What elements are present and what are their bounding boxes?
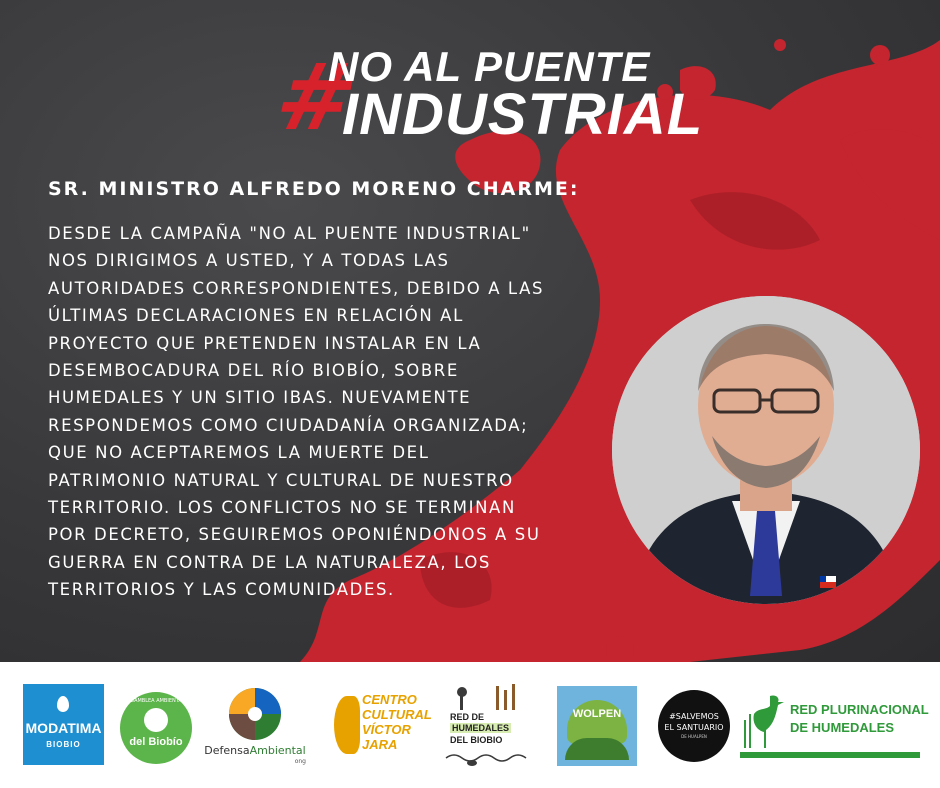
- fish-waves-icon: [442, 748, 534, 768]
- centro-cultural-logo: [332, 692, 432, 760]
- body-line: ÚLTIMAS DECLARACIONES EN RELACIÓN AL: [48, 306, 464, 326]
- red-humedales-biobio-logo: [442, 684, 534, 768]
- defensa-sub: ong: [294, 758, 306, 765]
- defensa-name-1: Defensa: [204, 744, 250, 757]
- santuario-line-2: EL SANTUARIO: [664, 723, 724, 732]
- centro-line-4: JARA: [362, 737, 398, 752]
- title-line-2: INDUSTRIAL: [342, 82, 704, 147]
- body-line: GUERRA EN CONTRA DE LA NATURALEZA, LOS: [48, 552, 491, 572]
- santuario-line-1: #SALVEMOS: [669, 712, 719, 721]
- water-drop-icon: [57, 696, 69, 712]
- asamblea-name: del Biobío: [129, 736, 183, 748]
- modatima-name: MODATIMA: [25, 720, 102, 736]
- title-line-1: NO AL PUENTE: [328, 43, 651, 90]
- body-line: PROYECTO QUE PRETENDEN INSTALAR EN LA: [48, 333, 482, 353]
- red-humedales-line-1: RED DE: [450, 712, 485, 722]
- plurinacional-line-2: DE HUMEDALES: [790, 720, 895, 735]
- centro-line-3: VÍCTOR: [362, 722, 411, 737]
- letter-body: [48, 220, 608, 604]
- bird-reeds-icon: [442, 684, 534, 710]
- heron-icon: [740, 690, 788, 752]
- body-line: NOS DIRIGIMOS A USTED, Y A TODAS LAS: [48, 251, 450, 271]
- body-line: TERRITORIO. LOS CONFLICTOS NO SE TERMINAN: [48, 498, 516, 518]
- defensa-name: [200, 744, 310, 757]
- hill-icon: [565, 738, 629, 760]
- body-line: HUMEDALES Y UN SITIO IBAS. NUEVAMENTE: [48, 388, 472, 408]
- letter-heading: SR. MINISTRO ALFREDO MORENO CHARME:: [48, 178, 580, 200]
- centro-line-2: CULTURAL: [362, 707, 432, 722]
- wolpen-name: WOLPEN: [572, 708, 622, 720]
- body-line: TERRITORIOS Y LAS COMUNIDADES.: [48, 580, 395, 600]
- campaign-title: [266, 42, 704, 152]
- modatima-sub: BIOBIO: [46, 740, 81, 749]
- asamblea-logo: [120, 692, 192, 764]
- plurinacional-underline: [740, 752, 920, 758]
- body-line: POR DECRETO, SEGUIREMOS OPONIÉNDONOS A SU: [48, 525, 541, 545]
- logo-strip: [0, 662, 940, 788]
- wolpen-logo: [557, 686, 637, 766]
- defensa-name-2: Ambiental: [249, 744, 306, 757]
- minister-portrait: [612, 296, 920, 604]
- red-humedales-line-3: DEL BIOBIO: [450, 735, 503, 745]
- plurinacional-line-1: RED PLURINACIONAL: [790, 702, 929, 717]
- body-line: PATRIMONIO NATURAL Y CULTURAL DE NUESTRO: [48, 470, 514, 490]
- asamblea-top-text: ASAMBLEA AMBIENTAL: [127, 698, 185, 704]
- portrait-illustration: [612, 296, 920, 604]
- profile-silhouette-icon: [334, 696, 360, 754]
- defensa-ambiental-logo: [200, 684, 310, 766]
- defensa-emblem-icon: [227, 686, 283, 742]
- santuario-line-3: DE HUALPEN: [681, 734, 707, 739]
- centro-line-1: CENTRO: [362, 692, 417, 707]
- santuario-logo: [658, 690, 730, 762]
- body-line: RESPONDEMOS COMO CIUDADANÍA ORGANIZADA;: [48, 415, 529, 435]
- hashtag-symbol: #: [266, 44, 367, 151]
- body-line: QUE NO ACEPTAREMOS LA MUERTE DEL: [48, 443, 430, 463]
- red-humedales-line-2: HUMEDALES: [452, 723, 510, 733]
- modatima-logo: [23, 684, 104, 765]
- red-plurinacional-logo: [740, 690, 929, 760]
- body-line: DESDE LA CAMPAÑA "NO AL PUENTE INDUSTRIAL": [48, 224, 531, 243]
- body-line: AUTORIDADES CORRESPONDIENTES, DEBIDO A LAS: [48, 278, 545, 298]
- tree-icon: [144, 708, 168, 732]
- body-line: DESEMBOCADURA DEL RÍO BIOBÍO, SOBRE: [48, 361, 459, 381]
